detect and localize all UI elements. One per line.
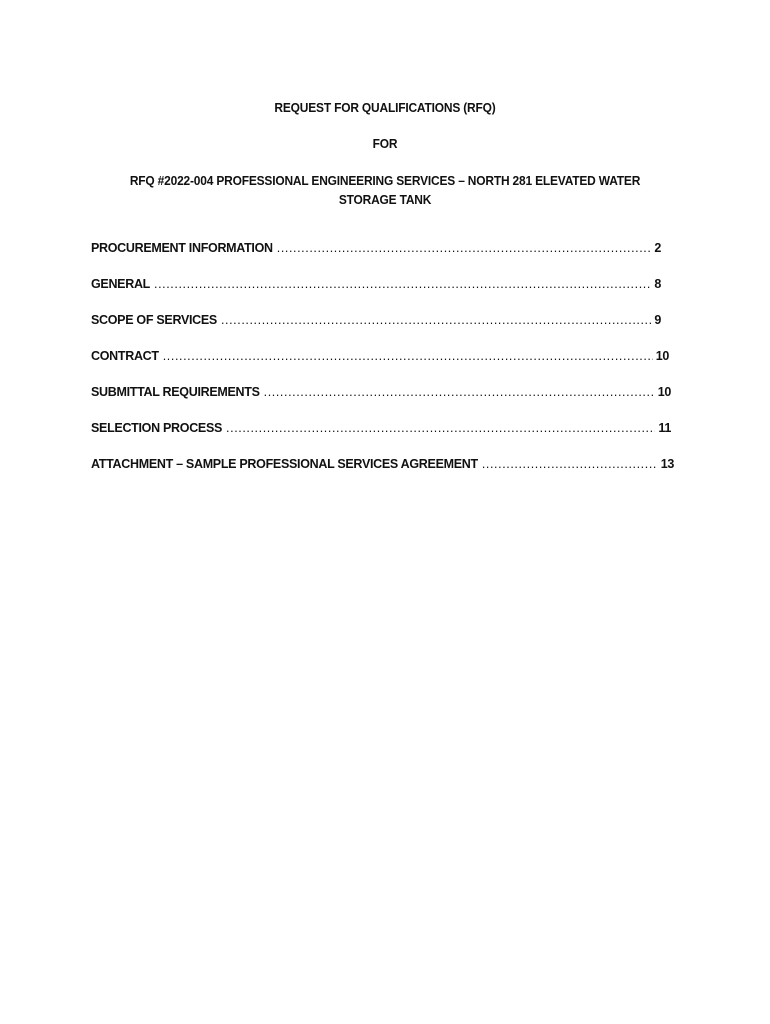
document-title-connector: FOR [372, 136, 398, 151]
document-subject: RFQ #2022-004 PROFESSIONAL ENGINEERING SERVICES – NORTH 281 ELEVATED WATER STORAGE TANK [129, 173, 641, 207]
toc-entry-page: 8 [654, 277, 661, 291]
table-of-contents [91, 241, 691, 493]
toc-entry-general[interactable] [91, 277, 661, 313]
toc-entry-title: CONTRACT [91, 349, 159, 363]
toc-entry-attachment-sample-agreement[interactable] [91, 457, 674, 493]
toc-entry-page: 9 [654, 313, 661, 327]
toc-leader-dots [226, 421, 655, 435]
toc-entry-page: 10 [655, 349, 669, 363]
toc-entry-page: 13 [660, 457, 674, 471]
toc-entry-scope-of-services[interactable] [91, 313, 661, 349]
toc-leader-dots [277, 241, 652, 255]
toc-entry-contract[interactable] [91, 349, 669, 385]
toc-leader-dots [163, 349, 653, 363]
toc-entry-procurement-information[interactable] [91, 241, 661, 277]
toc-entry-title: PROCUREMENT INFORMATION [91, 241, 273, 255]
toc-leader-dots [482, 457, 658, 471]
toc-entry-page: 2 [654, 241, 661, 255]
toc-entry-title: ATTACHMENT – SAMPLE PROFESSIONAL SERVICES AGREEMENT [91, 457, 478, 471]
toc-entry-title: SELECTION PROCESS [91, 421, 223, 435]
toc-entry-page: 11 [658, 421, 671, 435]
toc-entry-title: SCOPE OF SERVICES [91, 313, 217, 327]
toc-entry-selection-process[interactable] [91, 421, 671, 457]
toc-entry-submittal-requirements[interactable] [91, 385, 671, 421]
toc-entry-title: GENERAL [91, 277, 151, 291]
toc-leader-dots [264, 385, 655, 399]
document-title: REQUEST FOR QUALIFICATIONS (RFQ) [274, 100, 496, 115]
toc-entry-title: SUBMITTAL REQUIREMENTS [91, 385, 260, 399]
toc-leader-dots [221, 313, 651, 327]
toc-leader-dots [154, 277, 651, 291]
toc-entry-page: 10 [657, 385, 671, 399]
